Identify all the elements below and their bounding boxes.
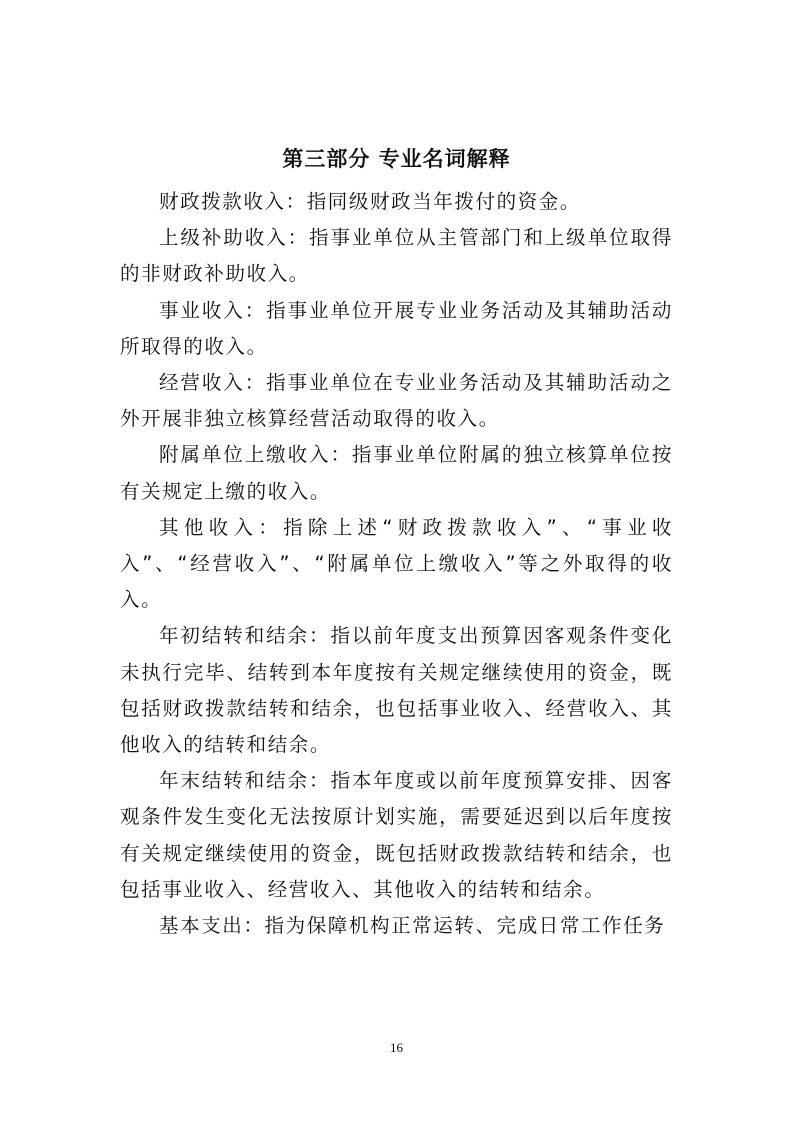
paragraph-closing-carryover: 年末结转和结余：指本年度或以前年度预算安排、因客观条件发生变化无法按原计划实施，需要延迟到以后年度按有关规定继续使用的资金，既包括财政拨款结转和结余，也包括事业收入、经营收入、其他收入的结转和结余。 xyxy=(120,769,673,901)
page-number: 16 xyxy=(390,1040,403,1055)
paragraph-fiscal-appropriation-income: 财政拨款收入：指同级财政当年拨付的资金。 xyxy=(159,190,582,213)
paragraph-other-income: 其他收入：指除上述“财政拨款收入”、“事业收入”、“经营收入”、“附属单位上缴收入”等之外取得的收入。 xyxy=(120,515,673,612)
paragraph-superior-subsidy-income: 上级补助收入：指事业单位从主管部门和上级单位取得的非财政补助收入。 xyxy=(120,226,673,286)
paragraph-basic-expenditure: 基本支出：指为保障机构正常运转、完成日常工作任务 xyxy=(159,914,666,938)
paragraph-affiliated-unit-income: 附属单位上缴收入：指事业单位附属的独立核算单位按有关规定上缴的收入。 xyxy=(120,443,673,503)
paragraph-operating-income: 经营收入：指事业单位在专业业务活动及其辅助活动之外开展非独立核算经营活动取得的收入。 xyxy=(120,371,673,431)
paragraph-business-income: 事业收入：指事业单位开展专业业务活动及其辅助活动所取得的收入。 xyxy=(120,298,673,358)
paragraph-opening-carryover: 年初结转和结余：指以前年度支出预算因客观条件变化未执行完毕、结转到本年度按有关规定继续使用的资金，既包括财政拨款结转和结余，也包括事业收入、经营收入、其他收入的结转和结余。 xyxy=(120,624,673,757)
document-body xyxy=(120,184,673,944)
page-title: 第三部分 专业名词解释 xyxy=(282,147,511,171)
